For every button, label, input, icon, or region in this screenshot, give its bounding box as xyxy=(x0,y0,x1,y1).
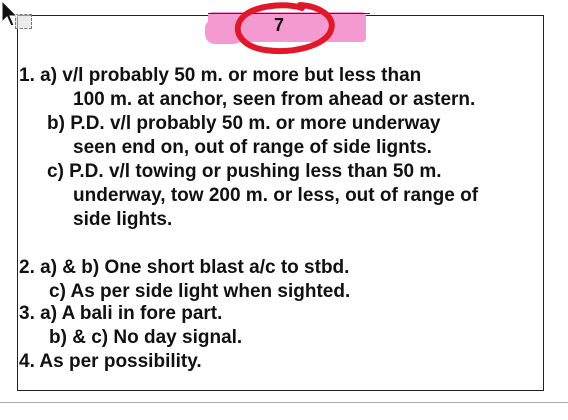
answer-line: underway, tow 200 m. or less, out of range of xyxy=(73,185,479,206)
answer-line: 1. a) v/l probably 50 m. or more but less than xyxy=(19,65,422,86)
answer-line: 100 m. at anchor, seen from ahead or astern. xyxy=(73,89,476,110)
answer-line: c) As per side light when sighted. xyxy=(49,281,351,302)
page-number: 7 xyxy=(273,15,284,35)
answer-line: b) & c) No day signal. xyxy=(49,327,243,348)
answer-line: 4. As per possibility. xyxy=(19,351,202,372)
red-circle-annotation-icon xyxy=(230,0,340,60)
arrow-cursor-icon xyxy=(0,0,22,28)
answer-line: seen end on, out of range of side lignts. xyxy=(73,137,432,158)
page-bottom-rule xyxy=(0,402,568,403)
answer-line: 2. a) & b) One short blast a/c to stbd. xyxy=(19,257,350,278)
answer-line: side lights. xyxy=(73,209,173,230)
answer-line: b) P.D. v/l probably 50 m. or more underway xyxy=(47,113,441,134)
answer-line: c) P.D. v/l towing or pushing less than 50 m. xyxy=(47,161,442,182)
answer-line: 3. a) A bali in fore part. xyxy=(19,303,223,324)
